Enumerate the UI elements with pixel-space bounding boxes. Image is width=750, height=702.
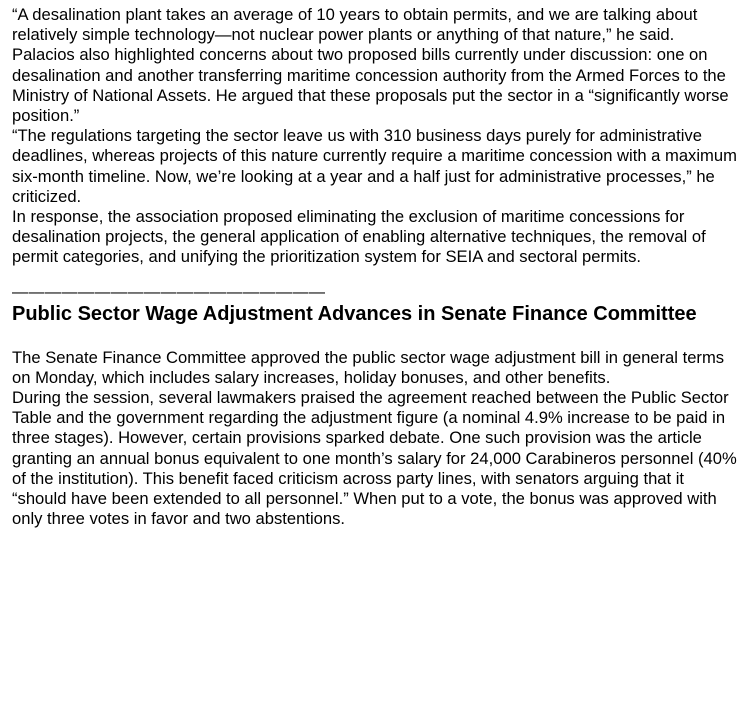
paragraph-regulations-quote: “The regulations targeting the sector leave us with 310 business days purely for administrative deadlines, whereas projects of this nature currently require a maritime concession with a maximum six-month timeline. Now, we’re looking at a year and a half just for administrative processes,” he criticized. [12,126,737,206]
paragraph-desalination-quote: “A desalination plant takes an average of 10 years to obtain permits, and we are talking about relatively simple technology—not nuclear power plants or anything of that nature,” he said. [12,5,698,45]
headline-spacer [12,327,740,348]
paragraph-committee-approval: The Senate Finance Committee approved the public sector wage adjustment bill in general terms on Monday, which includes salary increases, holiday bonuses, and other benefits. [12,347,725,387]
paragraph-proposed-bills: Palacios also highlighted concerns about two proposed bills currently under discussion: one on desalination and another transferring maritime concession authority from the Armed Forces to the Ministry of National Assets. He argued that these proposals put the sector in a “significantly worse position.” [12,45,729,126]
paragraph-session-debate: During the session, several lawmakers praised the agreement reached between the Public Sector Table and the government regarding the adjustment figure (a nominal 4.9% increase to be paid in three stages). However, certain provisions sparked debate. One such provision was the article granting an annual bonus equivalent to one month’s salary for 24,000 Carabineros personnel (40% of the institution). This benefit faced criticism across party lines, with senators arguing that it “should have been extended to all personnel.” When put to a vote, the bonus was approved with only three votes in favor and two abstentions. [12,388,737,529]
paragraph-association-proposal: In response, the association proposed eliminating the exclusion of maritime concessions for desalination projects, the general application of enabling alternative techniques, the removal of permit categories, and unifying the prioritization system for SEIA and sectoral permits. [12,207,706,267]
article-headline: Public Sector Wage Adjustment Advances in Senate Finance Committee [12,302,697,325]
section-divider: ——————————————————— [12,283,326,301]
